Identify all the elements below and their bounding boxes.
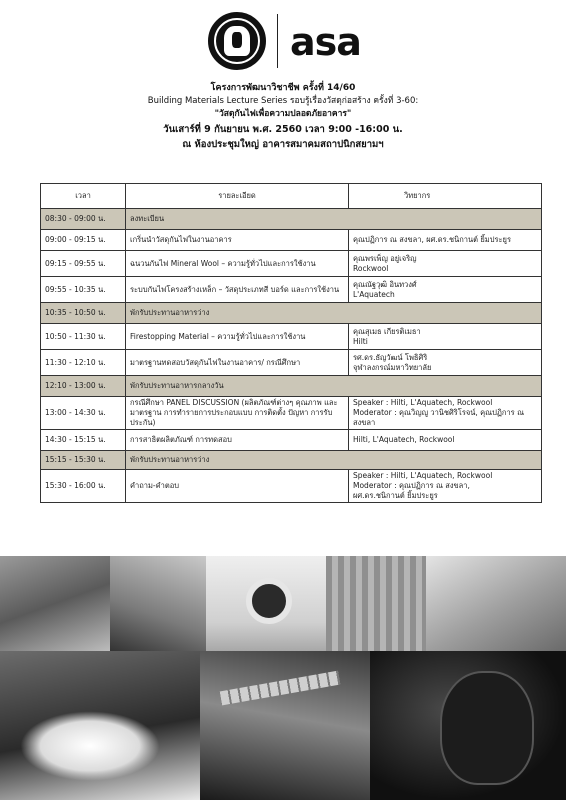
asa-logo: asa [290,20,361,64]
photo-wool-roll [326,556,426,651]
event-date: วันเสาร์ที่ 9 กันยายน พ.ศ. 2560 เวลา 9:00 -16:00 น. [163,124,403,135]
row-time: 11:30 - 12:10 น. [41,350,126,376]
event-titles [0,82,566,151]
table-row [41,303,542,324]
table-row [41,451,542,470]
row-time: 15:15 - 15:30 น. [41,451,126,470]
row-detail: Firestopping Material – ความรู้ทั่วไปและการใช้งาน [126,324,349,350]
series-title: Building Materials Lecture Series รอบรู้เรื่องวัสดุก่อสร้าง ครั้งที่ 3-60: [147,96,419,106]
row-time: 09:00 - 09:15 น. [41,230,126,251]
row-speaker: Speaker : Hilti, L'Aquatech, Rockwool Moderator : คุณวิญญู วานิชศิริโรจน์, คุณปฏิการ ณ สงขลา [349,397,542,430]
program-title: โครงการพัฒนาวิชาชีพ ครั้งที่ 14/60 [210,83,356,93]
row-detail: มาตรฐานทดสอบวัสดุกันไฟในงานอาคาร/ กรณีศึกษา [126,350,349,376]
table-row [41,350,542,376]
row-speaker: รศ.ดร.ธัญวัฒน์ โพธิศิริ จุฬาลงกรณ์มหาวิทยาลัย [349,350,542,376]
table-row [41,209,542,230]
topic-title: "วัสดุกันไฟเพื่อความปลอดภัยอาคาร" [214,109,352,119]
row-time: 08:30 - 09:00 น. [41,209,126,230]
table-row [41,430,542,451]
table-row [41,230,542,251]
row-speaker: คุณณัฐวุฒิ อินทวงศ์ L'Aquatech [349,277,542,303]
row-time: 13:00 - 14:30 น. [41,397,126,430]
photo-collage [0,556,566,800]
row-detail: พักรับประทานอาหารว่าง [126,303,542,324]
column-header-time: เวลา [41,184,126,209]
row-time: 10:35 - 10:50 น. [41,303,126,324]
photo-pipe-insulation [206,556,326,651]
header [0,0,566,80]
photo-firefighter [370,651,566,800]
column-header-details: รายละเอียด [126,184,349,209]
photo-cable-tray [200,651,370,800]
logo-divider [277,14,278,68]
column-header-speaker: วิทยากร [349,184,542,209]
row-speaker: Speaker : Hilti, L'Aquatech, Rockwool Moderator : คุณปฏิการ ณ สงขลา, ผศ.ดร.ชนิกานต์ ยิ้มประยูร [349,470,542,503]
event-venue: ณ ห้องประชุมใหญ่ อาคารสมาคมสถาปนิกสยามฯ [182,139,384,150]
firefighter-mask-shape [440,671,534,785]
row-time: 09:15 - 09:55 น. [41,251,126,277]
row-speaker: Hilti, L'Aquatech, Rockwool [349,430,542,451]
photo-worker-kneeling [110,556,206,651]
table-header-row [41,184,542,209]
schedule-table [40,183,542,503]
row-detail: พักรับประทานอาหารกลางวัน [126,376,542,397]
row-time: 09:55 - 10:35 น. [41,277,126,303]
row-detail: พักรับประทานอาหารว่าง [126,451,542,470]
photo-boards-stack [426,556,566,651]
row-speaker: คุณพรเพ็ญ อยู่เจริญ Rockwool [349,251,542,277]
row-detail: ระบบกันไฟโครงสร้างเหล็ก – วัสดุประเภทสี บอร์ด และการใช้งาน [126,277,349,303]
cable-tray-shape [220,671,341,706]
flame-shape [20,711,160,781]
table-row [41,470,542,503]
row-detail: กรณีศึกษา PANEL DISCUSSION (ผลิตภัณฑ์ต่างๆ คุณภาพ และมาตรฐาน การทำรายการประกอบแบบ การติดตั้ง ปัญหา การรับประกัน) [126,397,349,430]
table-row [41,397,542,430]
row-detail: ลงทะเบียน [126,209,542,230]
row-speaker: คุณสุเมธ เกียรติเมธา Hilti [349,324,542,350]
seal-emblem [224,26,250,56]
pipe-roll-shape [246,578,292,624]
row-detail: ฉนวนกันไฟ Mineral Wool – ความรู้ทั่วไปและการใช้งาน [126,251,349,277]
table-row [41,277,542,303]
row-detail: คำถาม-คำตอบ [126,470,349,503]
row-detail: เกริ่นนำวัสดุกันไฟในงานอาคาร [126,230,349,251]
row-time: 12:10 - 13:00 น. [41,376,126,397]
photo-worker-spraying [0,556,110,651]
row-detail: การสาธิตผลิตภัณฑ์ การทดสอบ [126,430,349,451]
row-time: 10:50 - 11:30 น. [41,324,126,350]
association-seal-logo [208,12,266,70]
row-time: 14:30 - 15:15 น. [41,430,126,451]
row-time: 15:30 - 16:00 น. [41,470,126,503]
row-speaker: คุณปฏิการ ณ สงขลา, ผศ.ดร.ชนิกานต์ ยิ้มประยูร [349,230,542,251]
table-row [41,324,542,350]
photo-fire-test [0,651,200,800]
table-row [41,251,542,277]
table-row [41,376,542,397]
